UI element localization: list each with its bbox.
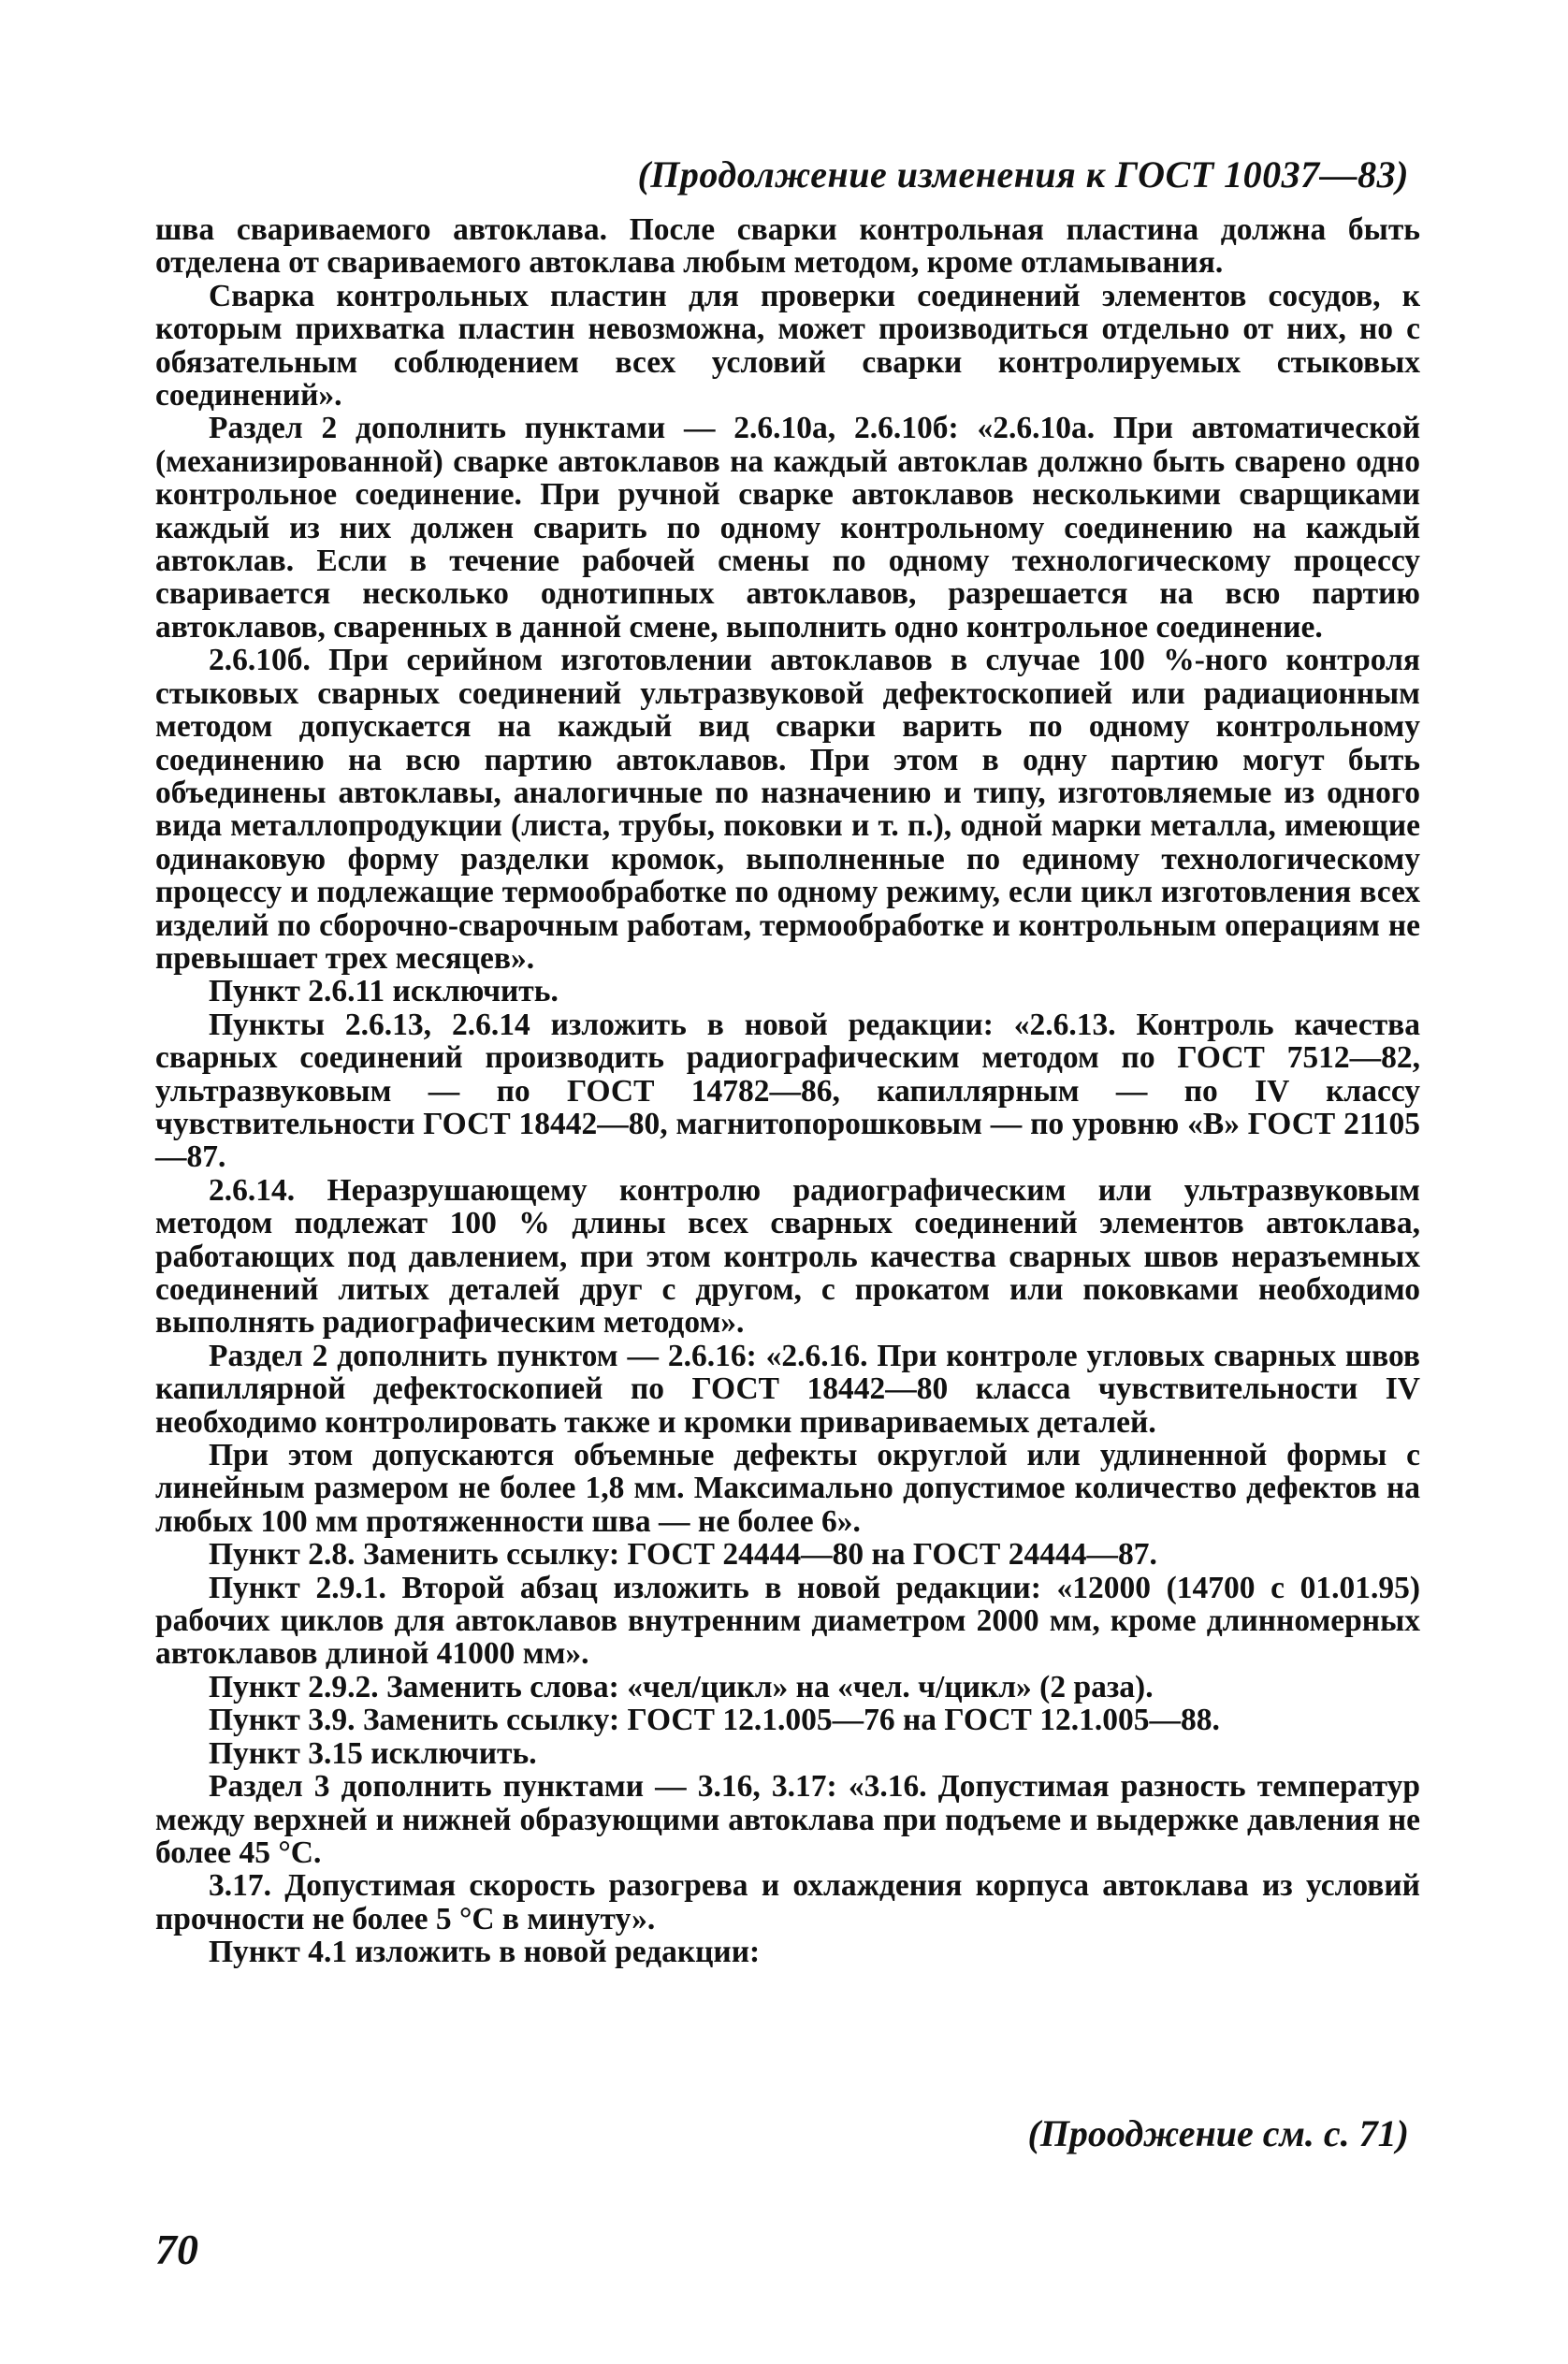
paragraph: Раздел 2 дополнить пунктом — 2.6.16: «2.6.16. При контроле угловых сварных швов капиллярной дефектоскопией по ГОСТ 18442—80 класса чувствительности IV необходимо контролировать также и кромки привариваемых деталей. — [155, 1338, 1420, 1440]
paragraph: Сварка контрольных пластин для проверки соединений элементов сосудов, к которым прихватка пластин невозможна, может производиться отдельно от них, но с обязательным соблюдением всех условий сварки контролируемых стыковых соединений». — [155, 278, 1420, 413]
paragraph: При этом допускаются объемные дефекты округлой или удлиненной формы с линейным размером не более 1,8 мм. Максимально допустимое количество дефектов на любых 100 мм протяженности шва — не более 6». — [155, 1438, 1420, 1539]
page-number: 70 — [155, 2226, 198, 2273]
paragraph: 3.17. Допустимая скорость разогрева и охлаждения корпуса автоклава из условий прочности не более 5 °С в минуту». — [155, 1868, 1420, 1936]
paragraph: Пункт 3.9. Заменить ссылку: ГОСТ 12.1.005—76 на ГОСТ 12.1.005—88. — [209, 1703, 1220, 1738]
paragraph: Пункты 2.6.13, 2.6.14 изложить в новой редакции: «2.6.13. Контроль качества сварных соединений производить радиографическим методом по ГОСТ 7512—82, ультразвуковым — по ГОСТ 14782—86, капиллярным — по IV классу чувствительности ГОСТ 18442—80, магнитопорошковым — по уровню «В» ГОСТ 21105—87. — [155, 1007, 1420, 1175]
paragraph: Пункт 2.9.1. Второй абзац изложить в новой редакции: «12000 (14700 с 01.01.95) рабочих циклов для автоклавов внутренним диаметром 2000 мм, кроме длинномерных автоклавов длиной 41000 мм». — [155, 1570, 1420, 1672]
paragraph: Пункт 2.6.11 исключить. — [209, 974, 559, 1009]
paragraph: Пункт 4.1 изложить в новой редакции: — [209, 1935, 761, 1970]
continued-note: (Прооджение см. с. 71) — [1027, 2112, 1409, 2154]
paragraph: Пункт 2.8. Заменить ссылку: ГОСТ 24444—80 на ГОСТ 24444—87. — [209, 1537, 1157, 1573]
paragraph: Раздел 2 дополнить пунктами — 2.6.10а, 2.6.10б: «2.6.10а. При автоматической (механизированной) сварке автоклавов на каждый автоклав должно быть сварено одно контрольное соединение. При ручной сварке автоклавов несколькими сварщиками каждый из них должен сварить по одному контрольному соединению на каждый автоклав. Если в течение рабочей смены по одному технологическому процессу сваривается несколько однотипных автоклавов, разрешается на всю партию автоклавов, сваренных в данной смене, выполнить одно контрольное соединение. — [155, 411, 1420, 645]
continuation-header: (Продолжение изменения к ГОСТ 10037—83) — [637, 153, 1409, 196]
document-body — [155, 213, 1420, 1969]
paragraph: Раздел 3 дополнить пунктами — 3.16, 3.17: «3.16. Допустимая разность температур между верхней и нижней образующими автоклава при подъеме и выдержке давления не более 45 °С. — [155, 1769, 1420, 1870]
paragraph: 2.6.10б. При серийном изготовлении автоклавов в случае 100 %-ного контроля стыковых сварных соединений ультразвуковой дефектоскопией или радиационным методом допускается на каждый вид сварки варить по одному контрольному соединению на всю партию автоклавов. При этом в одну партию могут быть объединены автоклавы, аналогичные по назначению и типу, изготовляемые из одного вида металлопродукции (листа, трубы, поковки и т. п.), одной марки металла, имеющие одинаковую форму разделки кромок, выполненные по единому технологическому процессу и подлежащие термообработке по одному режиму, если цикл изготовления всех изделий по сборочно-сварочным работам, термообработке и контрольным операциям не превышает трех месяцев». — [155, 643, 1420, 976]
paragraph: шва свариваемого автоклава. После сварки контрольная пластина должна быть отделена от свариваемого автоклава любым методом, кроме отламывания. — [155, 212, 1420, 281]
paragraph: 2.6.14. Неразрушающему контролю радиографическим или ультразвуковым методом подлежат 100 % длины всех сварных соединений элементов автоклава, работающих под давлением, при этом контроль качества сварных швов неразъемных соединений литых деталей друг с другом, с прокатом или поковками необходимо выполнять радиографическим методом». — [155, 1172, 1420, 1341]
paragraph: Пункт 3.15 исключить. — [209, 1735, 537, 1771]
paragraph: Пункт 2.9.2. Заменить слова: «чел/цикл» на «чел. ч/цикл» (2 раза). — [209, 1669, 1154, 1704]
